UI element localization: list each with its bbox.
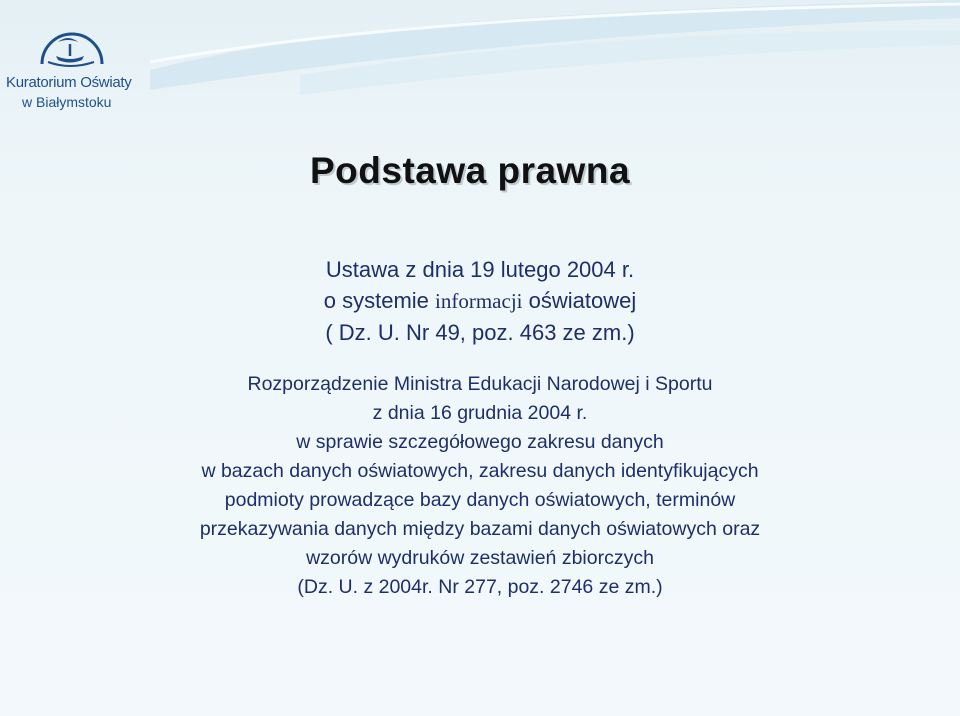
act-line: Ustawa z dnia 19 lutego 2004 r. [325, 257, 635, 282]
slide-title: Podstawa prawna [309, 150, 631, 191]
act-citation [0, 254, 960, 348]
act-line [0, 285, 960, 317]
regulation-line: w bazach danych oświatowych, zakresu danych identyfikujących [201, 460, 759, 482]
regulation-line: Rozporządzenie Ministra Edukacji Narodowej i Sportu [247, 373, 713, 395]
logo-name: Kuratorium Oświaty [6, 74, 132, 91]
regulation-line: (Dz. U. z 2004r. Nr 277, poz. 2746 ze zm.) [297, 576, 663, 598]
logo-location: w Białymstoku [22, 94, 112, 110]
regulation-citation [0, 370, 960, 602]
act-line: ( Dz. U. Nr 49, poz. 463 ze zm.) [325, 320, 635, 345]
act-line-serif-word: informacji [435, 289, 523, 313]
regulation-line: podmioty prowadzące bazy danych oświatowych, terminów [224, 489, 736, 511]
regulation-line: wzorów wydruków zestawień zbiorczych [306, 547, 654, 569]
regulation-line: przekazywania danych między bazami danych oświatowych oraz [199, 518, 761, 540]
act-line-part: o systemie [323, 288, 436, 313]
act-line-part: oświatowej [522, 288, 637, 313]
regulation-line: z dnia 16 grudnia 2004 r. [372, 402, 588, 424]
regulation-line: w sprawie szczegółowego zakresu danych [296, 431, 664, 453]
